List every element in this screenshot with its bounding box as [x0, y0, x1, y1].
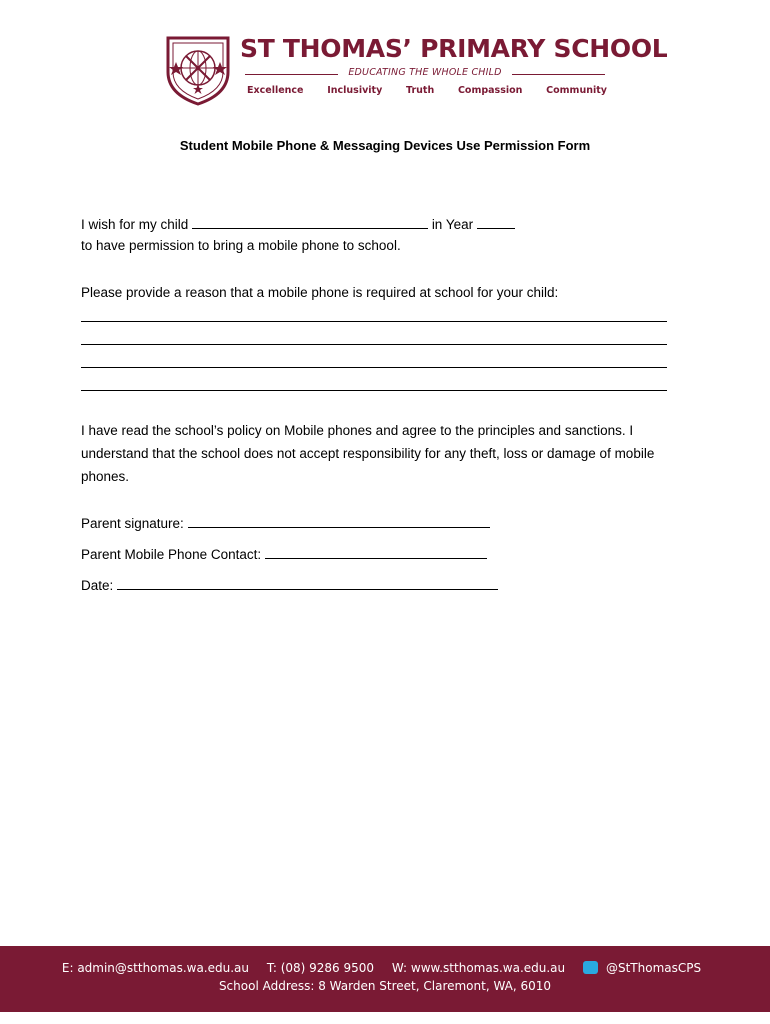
footer [0, 946, 770, 1012]
child-name-line [81, 215, 515, 232]
reason-line-4[interactable] [81, 390, 667, 391]
agreement-text: I have read the school’s policy on Mobile phones and agree to the principles and sanctions. I understand that the school does not accept responsibility for any theft, loss or damage of mobile phones. [81, 423, 655, 484]
footer-phone: T: (08) 9286 9500 [266, 961, 375, 975]
reason-line-1[interactable] [81, 321, 667, 322]
footer-contacts [0, 961, 770, 975]
value-excellence: Excellence [247, 85, 304, 96]
date-field[interactable] [117, 576, 498, 590]
parent-contact-field[interactable] [265, 545, 487, 559]
wish-year-label: in Year [431, 217, 474, 232]
school-name: ST THOMAS’ PRIMARY SCHOOL [240, 34, 668, 63]
school-crest-icon [162, 32, 234, 106]
parent-signature-label: Parent signature: [81, 516, 184, 531]
footer-twitter[interactable] [583, 961, 708, 975]
motto: EDUCATING THE WHOLE CHILD [348, 67, 502, 78]
reason-line-3[interactable] [81, 367, 667, 368]
footer-website[interactable]: W: www.stthomas.wa.edu.au [391, 961, 566, 975]
page-bottom-margin [0, 1012, 770, 1024]
parent-contact-row [81, 545, 487, 562]
twitter-icon [583, 961, 598, 974]
value-inclusivity: Inclusivity [327, 85, 383, 96]
form-title: Student Mobile Phone & Messaging Devices Use Permission Form [179, 138, 591, 153]
footer-twitter-handle: @StThomasCPS [605, 961, 702, 975]
value-compassion: Compassion [457, 85, 523, 96]
parent-signature-field[interactable] [188, 514, 490, 528]
motto-divider-right [512, 74, 605, 75]
reason-line-2[interactable] [81, 344, 667, 345]
reason-prompt: Please provide a reason that a mobile phone is required at school for your child: [81, 285, 559, 300]
value-community: Community [546, 85, 607, 96]
date-label: Date: [81, 578, 114, 593]
wish-line-2: to have permission to bring a mobile phone to school. [81, 238, 401, 253]
school-values [247, 85, 607, 96]
footer-email[interactable]: E: admin@stthomas.wa.edu.au [61, 961, 249, 975]
wish-prefix: I wish for my child [81, 217, 189, 232]
motto-row [245, 66, 605, 82]
value-truth: Truth [406, 85, 435, 96]
year-field[interactable] [477, 215, 515, 229]
parent-signature-row [81, 514, 490, 531]
footer-address: School Address: 8 Warden Street, Claremont, WA, 6010 [218, 979, 552, 993]
child-name-field[interactable] [192, 215, 428, 229]
date-row [81, 576, 498, 593]
parent-contact-label: Parent Mobile Phone Contact: [81, 547, 262, 562]
